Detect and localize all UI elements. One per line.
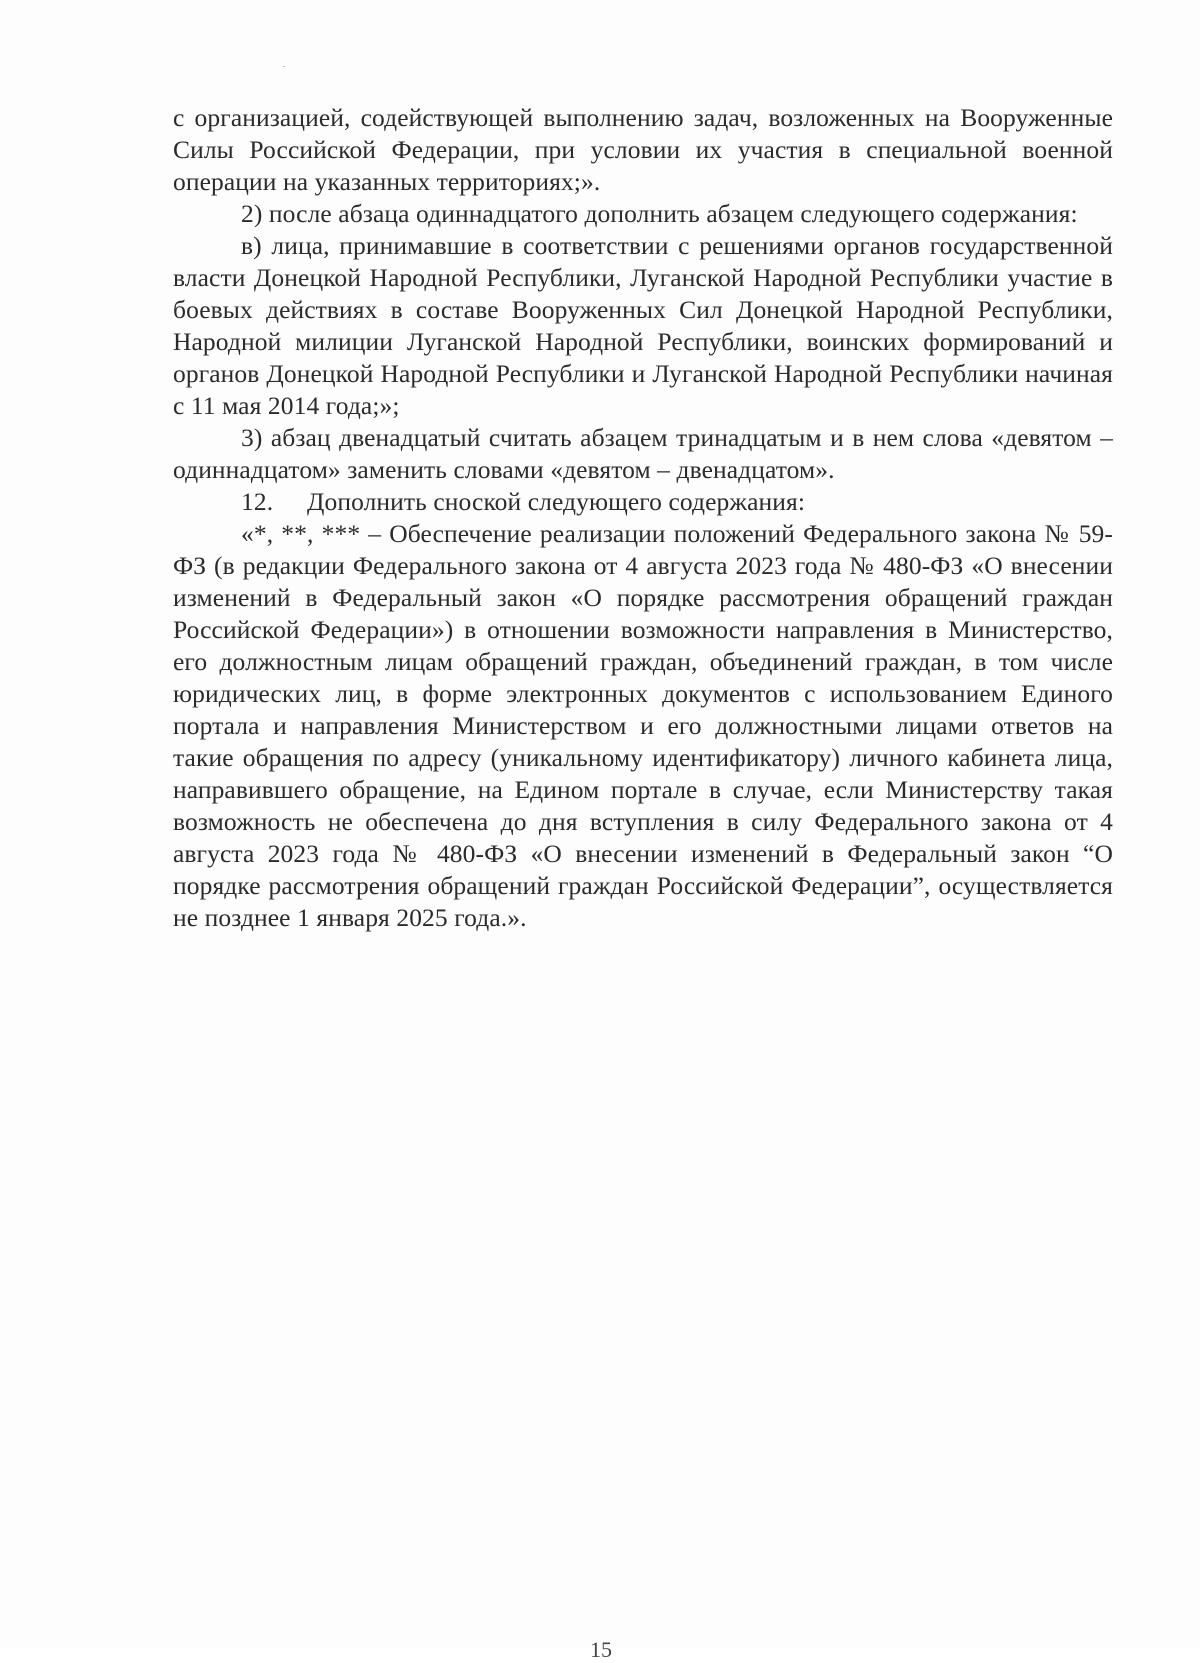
paragraph-footnote: «*, **, *** – Обеспечение реализации положений Федерального закона № 59-ФЗ (в редакции Федерального закона от 4 августа 2023 года № 480-ФЗ «О внесении изменений в Федеральный закон «О порядке рассмотрения обращений граждан Российской Федерации») в отношении возможности направления в Министерство, его должностным лицам обращений граждан, объединений граждан, в том числе юридических лиц, в форме электронных документов с использованием Единого портала и направления Министерством и его должностными лицами ответов на такие обращения по адресу (уникальному идентификатору) личного кабинета лица, направившего обращение, на Едином портале в случае, если Министерству такая возможность не обеспечена до дня вступления в силу Федерального закона от 4 августа 2023 года № 480-ФЗ «О внесении изменений в Федеральный закон “О порядке рассмотрения обращений граждан Российской Федерации”, осуществляется не позднее 1 января 2025 года.». bbox=[173, 519, 1113, 932]
paragraph-item-12 bbox=[173, 486, 1113, 518]
document-body bbox=[173, 102, 1113, 934]
paragraph-continuation: с организацией, содействующей выполнению задач, возложенных на Вооруженные Силы Российской Федерации, при условии их участия в специальной военной операции на указанных территориях;». bbox=[173, 103, 1113, 196]
scan-speck bbox=[283, 66, 285, 67]
item-12-text: Дополнить сноской следующего содержания: bbox=[307, 487, 806, 516]
item-number: 12. bbox=[241, 487, 274, 516]
paragraph-item-v: в) лица, принимавшие в соответствии с решениями органов государственной власти Донецкой Народной Республики, Луганской Народной Республики участие в боевых действиях в составе Вооруженных Сил Донецкой Народной Республики, Народной милиции Луганской Народной Республики, воинских формирований и органов Донецкой Народной Республики и Луганской Народной Республики начиная с 11 мая 2014 года;»; bbox=[173, 231, 1113, 420]
paragraph-item-2: 2) после абзаца одиннадцатого дополнить абзацем следующего содержания: bbox=[241, 199, 1078, 228]
paragraph-item-3: 3) абзац двенадцатый считать абзацем тринадцатым и в нем слова «девятом – одиннадцатом» заменить словами «девятом – двенадцатом». bbox=[173, 423, 1113, 484]
page-number: 15 bbox=[590, 1637, 612, 1662]
